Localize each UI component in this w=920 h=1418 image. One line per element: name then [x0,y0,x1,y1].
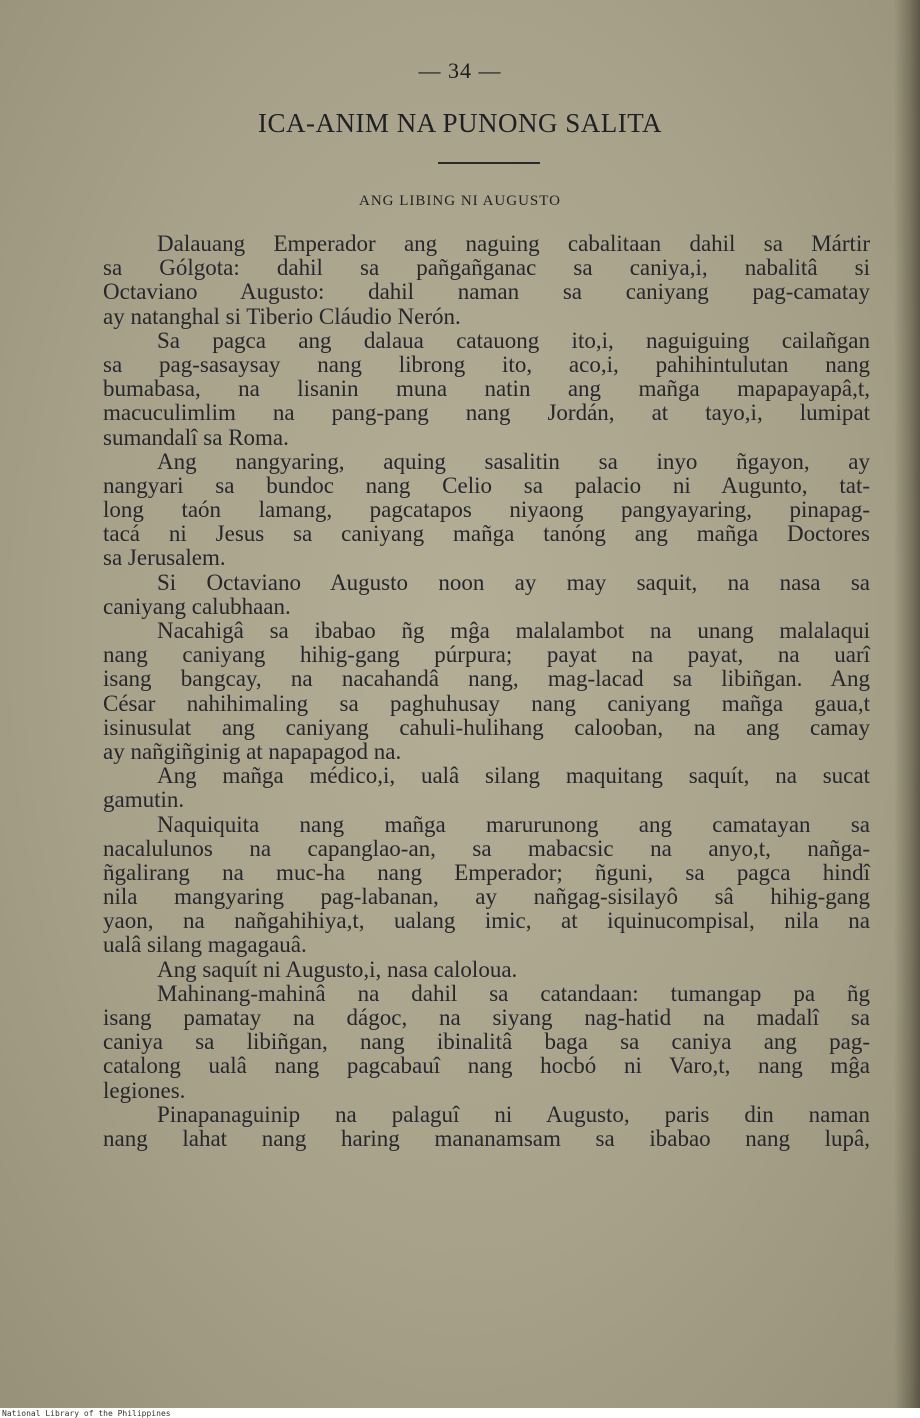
text-line: Ang nangyaring, aquing sasalitin sa inyo ñgayon, ay [157,448,870,474]
text-line: Ang mañga médico,i, ualâ silang maquitang saquít, na sucat [157,763,870,789]
paragraph [103,232,870,329]
paragraph [103,982,870,1103]
page-number: — 34 — [418,58,502,83]
text-line: ay natanghal si Tiberio Cláudio Nerón. [103,303,461,329]
body-text [103,232,870,1151]
text-line: nila mangyaring pag-labanan, ay nañgag-sisilayô sâ hihig-gang [103,884,870,910]
text-line: isang bangcay, na nacahandâ nang, mag-lacad sa libiñgan. Ang [103,666,870,692]
text-line: gamutin. [103,787,185,813]
text-line: nangyari sa bundoc nang Celio sa palacio ni Augunto, tat- [103,472,870,498]
title-divider [438,162,540,164]
page-spine-shadow [894,0,920,1408]
text-line: catalong ualâ nang pagcabauî nang hocbó ni Varo,t, nang mĝa [103,1053,870,1079]
text-line: Octaviano Augusto: dahil naman sa caniyang pag-camatay [103,279,870,305]
text-line: caniyang calubhaan. [103,593,291,619]
text-line: ay nañgiñginig at napapagod na. [103,738,402,764]
text-line: yaon, na nañgahihiya,t, ualang imic, at iquinucompisal, nila na [103,908,870,934]
text-line: sumandalî sa Roma. [103,424,289,450]
text-line: long taón lamang, pagcatapos niyaong pangyayaring, pinapag- [103,497,870,523]
text-line: isinusulat ang caniyang cahuli-hulihang calooban, na ang camay [103,714,870,740]
section-subtitle: ANG LIBING NI AUGUSTO [359,193,561,209]
text-line: ualâ silang magagauâ. [103,932,307,958]
paragraph [103,571,870,619]
text-line: bumabasa, na lisanin muna natin ang mañga mapapayapâ,t, [103,376,870,402]
text-line: nang lahat nang haring mananamsam sa ibabao nang lupâ, [103,1125,870,1151]
text-line: nacalulunos na capanglao-an, sa mabacsic na anyo,t, nañga- [103,835,870,861]
text-line: isang pamatay na dágoc, na siyang nag-hatid na madalî sa [103,1005,870,1030]
paragraph [103,329,870,450]
text-line: nang caniyang hihig-gang púrpura; payat na payat, na uarî [103,642,870,668]
text-line: César nahihimaling sa paghuhusay nang caniyang mañga gaua,t [103,690,870,716]
text-line: Dalauang Emperador ang naguing cabalitaan dahil sa Mártir [157,231,870,256]
text-line: tacá ni Jesus sa caniyang mañga tanóng ang mañga Doctores [103,521,870,547]
text-line: sa Jerusalem. [103,545,226,571]
paragraph [103,450,870,571]
paragraph [103,619,870,764]
text-line: Nacahigâ sa ibabao ñg mĝa malalambot na unang malalaqui [157,618,870,643]
text-line: caniya sa libiñgan, nang ibinalitâ baga sa caniya ang pag- [103,1029,870,1055]
paragraph [103,1103,870,1151]
text-line: sa pag-sasaysay nang librong ito, aco,i, pahihintulutan nang [103,351,870,377]
paragraph [103,958,870,982]
text-line: Naquiquita nang mañga marurunong ang camatayan sa [157,811,870,837]
text-line: Sa pagca ang dalaua catauong ito,i, naguiguing cailañgan [157,327,870,353]
text-line: legiones. [103,1077,186,1103]
text-line: Si Octaviano Augusto noon ay may saquit, na nasa sa [157,569,870,595]
text-line: ñgalirang na muc-ha nang Emperador; ñguni, sa pagca hindî [103,859,870,885]
paragraph [103,764,870,812]
text-line: Ang saquít ni Augusto,i, nasa caloloua. [157,956,518,982]
chapter-title: ICA-ANIM NA PUNONG SALITA [257,108,663,138]
text-line: Mahinang-mahinâ na dahil sa catandaan: tumangap pa ñg [157,980,870,1006]
text-line: sa Gólgota: dahil sa pañgañganac sa caniya,i, nabalitâ si [103,255,870,281]
paragraph [103,813,870,958]
text-line: macuculimlim na pang-pang nang Jordán, at tayo,i, lumipat [103,400,870,426]
text-line: Pinapanaguinip na palaguî ni Augusto, paris din naman [157,1101,870,1127]
archive-footer-note: National Library of the Philippines [2,1409,171,1418]
